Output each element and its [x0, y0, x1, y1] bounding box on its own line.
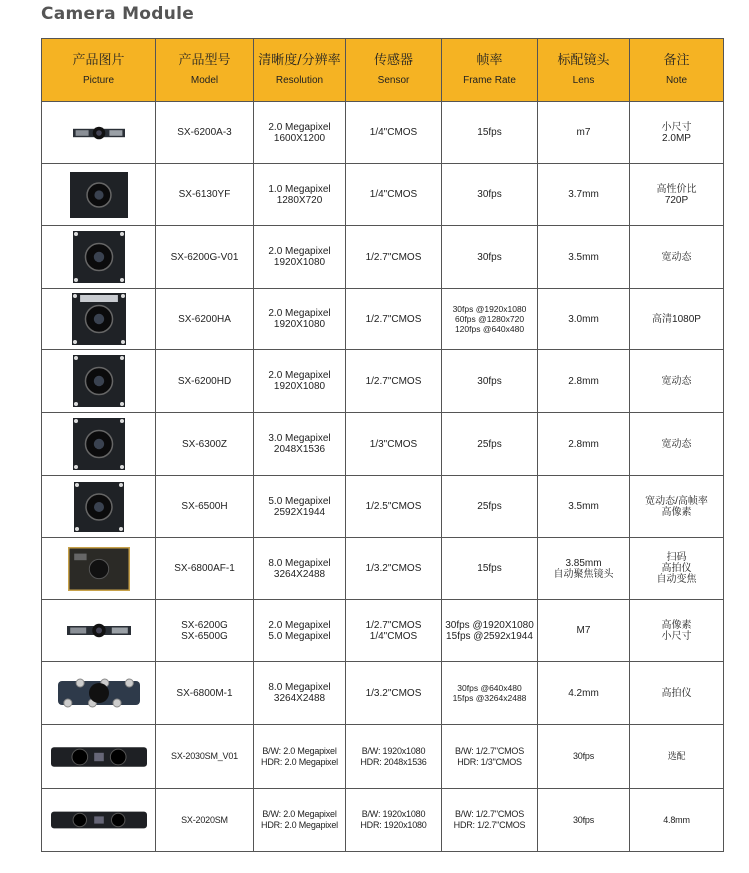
- model-cell-line: SX-2020SM: [181, 814, 228, 825]
- lens-cell: [538, 164, 630, 226]
- header-sensor: 传感器 Sensor: [346, 39, 442, 102]
- frame-rate-cell-line: 30fps @1920X1080: [445, 619, 534, 631]
- resolution-cell-line: 8.0 Megapixel: [268, 682, 331, 693]
- lens-cell: [538, 226, 630, 289]
- frame-rate-cell: [442, 289, 538, 350]
- resolution-cell: [254, 413, 346, 476]
- note-cell: [630, 350, 724, 413]
- sensor-cell-line: B/W: 1920x1080: [361, 809, 426, 819]
- lens-cell-line: M7: [576, 625, 591, 636]
- sensor-cell-line: 1/3"CMOS: [369, 438, 418, 450]
- camera-module-photo: [42, 623, 155, 638]
- note-cell-line: 高清1080P: [652, 313, 701, 325]
- sensor-cell: [346, 725, 442, 789]
- model-cell: [156, 476, 254, 538]
- resolution-cell-line: 1920X1080: [273, 257, 326, 268]
- lens-cell-line: 3.5mm: [568, 501, 599, 512]
- sensor-cell-line: 1/3.2"CMOS: [365, 687, 422, 699]
- sensor-cell: [346, 476, 442, 538]
- lens-cell-line: 4.2mm: [568, 687, 599, 699]
- model-cell: [156, 350, 254, 413]
- sensor-cell-line: 1/2.7"CMOS: [365, 251, 422, 263]
- model-cell-line: SX-6200HA: [178, 313, 231, 325]
- note-cell-line: 高性价比: [656, 183, 697, 195]
- product-picture: [42, 725, 156, 789]
- note-cell-line: 高像素: [661, 506, 692, 518]
- model-cell: [156, 725, 254, 789]
- header-model: 产品型号 Model: [156, 39, 254, 102]
- lens-cell: [538, 350, 630, 413]
- sensor-cell-line: HDR: 1920x1080: [360, 820, 427, 830]
- page-title: Camera Module: [41, 4, 195, 24]
- resolution-cell-line: 2.0 Megapixel: [268, 308, 331, 319]
- frame-rate-cell-line: 30fps @640x480: [457, 683, 522, 693]
- resolution-cell: [254, 226, 346, 289]
- table-row: [42, 725, 724, 789]
- resolution-cell: [254, 725, 346, 789]
- note-cell-line: 宽动态: [661, 375, 692, 387]
- sensor-cell-line: 1/4"CMOS: [369, 630, 418, 642]
- note-cell: [630, 662, 724, 725]
- note-cell-line: 宽动态/高帧率: [645, 495, 708, 507]
- resolution-cell-line: 1920X1080: [273, 319, 326, 330]
- resolution-cell-line: 2.0 Megapixel: [268, 619, 331, 631]
- note-cell-line: 小尺寸: [661, 121, 692, 133]
- frame-rate-cell: [442, 662, 538, 725]
- frame-rate-cell-line: 15fps: [477, 563, 502, 574]
- frame-rate-cell-line: HDR: 1/3"CMOS: [457, 756, 522, 767]
- resolution-cell-line: 2.0 Megapixel: [268, 370, 331, 381]
- resolution-cell-line: 5.0 Megapixel: [268, 495, 331, 507]
- product-picture: [42, 350, 156, 413]
- note-cell-line: 高拍仪: [661, 687, 692, 699]
- camera-module-photo: [42, 673, 155, 713]
- frame-rate-cell-line: 30fps: [477, 251, 502, 263]
- sensor-cell-line: HDR: 2048x1536: [360, 756, 427, 767]
- product-picture: [42, 600, 156, 662]
- resolution-cell-line: B/W: 2.0 Megapixel: [262, 809, 337, 819]
- frame-rate-cell: [442, 102, 538, 164]
- model-cell: [156, 164, 254, 226]
- frame-rate-cell: [442, 164, 538, 226]
- frame-rate-cell: [442, 600, 538, 662]
- frame-rate-cell: [442, 789, 538, 852]
- note-cell-line: 2.0MP: [662, 132, 691, 144]
- frame-rate-cell-line: B/W: 1/2.7"CMOS: [454, 745, 525, 756]
- table-row: [42, 350, 724, 413]
- note-cell-line: 宽动态: [661, 251, 692, 263]
- model-cell: [156, 289, 254, 350]
- note-cell-line: 扫码: [666, 552, 687, 563]
- frame-rate-cell-line: B/W: 1/2.7"CMOS: [454, 809, 525, 819]
- resolution-cell: [254, 789, 346, 852]
- sensor-cell: [346, 102, 442, 164]
- camera-module-photo: [42, 418, 155, 470]
- lens-cell-line: 3.0mm: [568, 313, 599, 325]
- frame-rate-cell: [442, 476, 538, 538]
- note-cell-line: 宽动态: [661, 438, 692, 450]
- lens-cell-line: 2.8mm: [568, 438, 599, 450]
- product-picture: [42, 789, 156, 852]
- sensor-cell: [346, 662, 442, 725]
- model-cell-line: SX-6200HD: [177, 375, 232, 387]
- model-cell: [156, 538, 254, 600]
- frame-rate-cell-line: 25fps: [477, 438, 502, 450]
- product-picture: [42, 102, 156, 164]
- sensor-cell: [346, 350, 442, 413]
- lens-cell: [538, 725, 630, 789]
- resolution-cell: [254, 476, 346, 538]
- product-picture: [42, 226, 156, 289]
- resolution-cell-line: 5.0 Megapixel: [268, 630, 331, 642]
- lens-cell-line: 自动聚焦镜头: [553, 568, 614, 580]
- resolution-cell-line: HDR: 2.0 Megapixel: [261, 756, 338, 767]
- resolution-cell: [254, 102, 346, 164]
- note-cell: [630, 538, 724, 600]
- sensor-cell: [346, 226, 442, 289]
- resolution-cell-line: 2.0 Megapixel: [268, 121, 331, 133]
- note-cell: [630, 226, 724, 289]
- camera-module-photo: [42, 808, 155, 832]
- sensor-cell-line: 1/3.2"CMOS: [365, 563, 422, 574]
- resolution-cell: [254, 538, 346, 600]
- table-row: [42, 102, 724, 164]
- product-picture: [42, 538, 156, 600]
- frame-rate-cell-line: 120fps @640x480: [454, 324, 525, 334]
- resolution-cell: [254, 600, 346, 662]
- sensor-cell-line: 1/2.7"CMOS: [365, 375, 422, 387]
- resolution-cell: [254, 662, 346, 725]
- model-cell-line: SX-2030SM_V01: [171, 751, 238, 761]
- frame-rate-cell-line: 30fps @1920x1080: [452, 304, 527, 314]
- model-cell-line: SX-6200G: [181, 619, 228, 631]
- lens-cell-line: 30fps: [572, 751, 595, 761]
- camera-module-photo: [42, 482, 155, 532]
- sensor-cell-line: 1/4"CMOS: [369, 189, 418, 200]
- note-cell: [630, 476, 724, 538]
- sensor-cell-line: 1/4"CMOS: [369, 127, 418, 138]
- resolution-cell-line: 3264X2488: [273, 568, 326, 580]
- resolution-cell-line: 3.0 Megapixel: [268, 433, 331, 444]
- table-row: [42, 476, 724, 538]
- table-row: [42, 789, 724, 852]
- table-row: [42, 226, 724, 289]
- resolution-cell-line: B/W: 2.0 Megapixel: [262, 745, 337, 756]
- camera-module-photo: [42, 126, 155, 140]
- model-cell-line: SX-6300Z: [181, 438, 228, 450]
- resolution-cell: [254, 164, 346, 226]
- note-cell-line: 高拍仪: [661, 563, 692, 574]
- lens-cell-line: 3.5mm: [568, 251, 599, 263]
- frame-rate-cell-line: 15fps: [477, 127, 502, 138]
- frame-rate-cell-line: 60fps @1280x720: [454, 314, 525, 324]
- table-row: [42, 289, 724, 350]
- model-cell-line: SX-6800M-1: [176, 687, 233, 699]
- camera-module-table: [41, 38, 724, 852]
- resolution-cell-line: 1280X720: [276, 194, 323, 206]
- product-picture: [42, 413, 156, 476]
- camera-module-photo: [42, 293, 155, 345]
- camera-module-photo: [42, 743, 155, 771]
- model-cell: [156, 102, 254, 164]
- note-cell: [630, 102, 724, 164]
- resolution-cell: [254, 350, 346, 413]
- lens-cell: [538, 102, 630, 164]
- resolution-cell-line: 2592X1944: [273, 506, 326, 518]
- camera-module-photo: [42, 355, 155, 407]
- header-frame-rate: 帧率 Frame Rate: [442, 39, 538, 102]
- lens-cell: [538, 538, 630, 600]
- lens-cell-line: 30fps: [572, 814, 595, 825]
- model-cell: [156, 789, 254, 852]
- table-row: [42, 600, 724, 662]
- lens-cell-line: m7: [576, 127, 591, 138]
- model-cell: [156, 413, 254, 476]
- model-cell-line: SX-6130YF: [178, 189, 231, 200]
- resolution-cell-line: 2048X1536: [273, 444, 326, 455]
- resolution-cell-line: 3264X2488: [273, 693, 326, 704]
- sensor-cell: [346, 164, 442, 226]
- note-cell-line: 4.8mm: [663, 814, 690, 825]
- model-cell-line: SX-6500G: [181, 630, 228, 642]
- resolution-cell-line: HDR: 2.0 Megapixel: [261, 820, 338, 830]
- camera-module-photo: [42, 547, 155, 591]
- model-cell-line: SX-6800AF-1: [174, 563, 235, 574]
- sensor-cell: [346, 538, 442, 600]
- lens-cell-line: 3.7mm: [568, 189, 599, 200]
- frame-rate-cell: [442, 226, 538, 289]
- lens-cell: [538, 662, 630, 725]
- lens-cell-line: 3.85mm: [565, 557, 602, 569]
- table-row: [42, 164, 724, 226]
- sensor-cell: [346, 289, 442, 350]
- sensor-cell-line: 1/2.7"CMOS: [365, 619, 422, 631]
- note-cell-line: 小尺寸: [661, 630, 692, 642]
- model-cell: [156, 600, 254, 662]
- product-picture: [42, 289, 156, 350]
- table-row: [42, 662, 724, 725]
- camera-module-photo: [42, 172, 155, 218]
- frame-rate-cell-line: 30fps: [477, 189, 502, 200]
- lens-cell: [538, 600, 630, 662]
- model-cell-line: SX-6200G-V01: [170, 251, 239, 263]
- model-cell-line: SX-6500H: [181, 501, 228, 512]
- resolution-cell-line: 8.0 Megapixel: [268, 557, 331, 569]
- frame-rate-cell: [442, 725, 538, 789]
- model-cell: [156, 226, 254, 289]
- note-cell: [630, 164, 724, 226]
- product-picture: [42, 164, 156, 226]
- frame-rate-cell: [442, 538, 538, 600]
- sensor-cell-line: 1/2.5"CMOS: [365, 501, 422, 512]
- sensor-cell: [346, 600, 442, 662]
- sensor-cell: [346, 413, 442, 476]
- note-cell: [630, 725, 724, 789]
- sensor-cell-line: 1/2.7"CMOS: [365, 313, 422, 325]
- note-cell: [630, 600, 724, 662]
- resolution-cell: [254, 289, 346, 350]
- product-picture: [42, 476, 156, 538]
- note-cell-line: 自动变焦: [656, 574, 697, 585]
- frame-rate-cell-line: 15fps @2592x1944: [446, 630, 533, 642]
- resolution-cell-line: 1600X1200: [273, 132, 326, 144]
- frame-rate-cell: [442, 413, 538, 476]
- header-picture: 产品图片 Picture: [42, 39, 156, 102]
- model-cell: [156, 662, 254, 725]
- frame-rate-cell-line: 25fps: [477, 501, 502, 512]
- header-row: [42, 39, 724, 102]
- model-cell-line: SX-6200A-3: [177, 127, 232, 138]
- resolution-cell-line: 1920X1080: [273, 381, 326, 392]
- note-cell: [630, 789, 724, 852]
- product-picture: [42, 662, 156, 725]
- lens-cell-line: 2.8mm: [568, 375, 599, 387]
- resolution-cell-line: 1.0 Megapixel: [268, 183, 331, 195]
- header-note: 备注 Note: [630, 39, 724, 102]
- table-row: [42, 538, 724, 600]
- frame-rate-cell-line: 30fps: [477, 375, 502, 387]
- lens-cell: [538, 413, 630, 476]
- note-cell-line: 选配: [667, 751, 686, 761]
- header-lens: 标配镜头 Lens: [538, 39, 630, 102]
- lens-cell: [538, 789, 630, 852]
- frame-rate-cell-line: 15fps @3264x2488: [452, 693, 527, 703]
- note-cell: [630, 413, 724, 476]
- frame-rate-cell-line: HDR: 1/2.7"CMOS: [453, 820, 526, 830]
- sensor-cell-line: B/W: 1920x1080: [361, 745, 426, 756]
- lens-cell: [538, 476, 630, 538]
- resolution-cell-line: 2.0 Megapixel: [268, 246, 331, 257]
- note-cell: [630, 289, 724, 350]
- note-cell-line: 高像素: [661, 619, 692, 631]
- note-cell-line: 720P: [664, 194, 689, 206]
- lens-cell: [538, 289, 630, 350]
- sensor-cell: [346, 789, 442, 852]
- camera-module-photo: [42, 231, 155, 283]
- table-row: [42, 413, 724, 476]
- frame-rate-cell: [442, 350, 538, 413]
- header-resolution: 清晰度/分辨率 Resolution: [254, 39, 346, 102]
